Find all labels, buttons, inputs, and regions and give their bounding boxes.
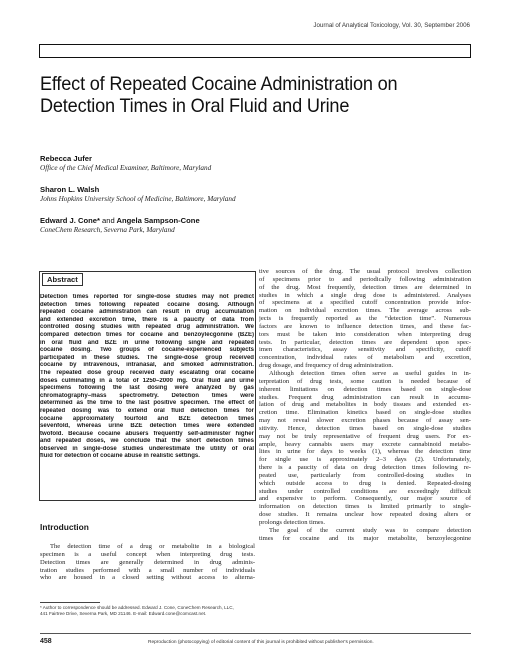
body-line: prolongs detection times. xyxy=(259,519,326,526)
body-line: there is a paucity of data on drug detection times following re- xyxy=(259,464,471,472)
body-line: which outside access to drug is denied. Repeated-dosing xyxy=(259,479,471,487)
header-rule-box xyxy=(39,44,471,58)
body-line: imen characteristics, assay sensitivity and specificity, cutoff xyxy=(259,346,471,354)
body-line: of specimens at a specified cutoff concentration provide infor- xyxy=(259,299,471,307)
abstract-line: twofold. Because cocaine abusers frequently self-administer higher xyxy=(40,430,254,437)
introduction-line: who are housed in a closed setting without access to alterna- xyxy=(40,574,255,582)
body-line: drug dosage, and frequency of drug administration. xyxy=(259,362,394,370)
author-conjunction: and xyxy=(102,216,115,225)
abstract-line: cocaine approximately fourfold and BZE detection times xyxy=(40,415,254,422)
abstract-line: compared detection times for cocaine and benzoylecgonine (BZE) xyxy=(40,331,254,338)
body-line: concentration, individual rates of metabolism and excretion, xyxy=(259,354,471,362)
body-line: jects is frequently reported as the “detection time”. Numerous xyxy=(259,315,471,323)
abstract-line: cocaine dosing. Two groups of cocaine-experienced subjects xyxy=(40,347,254,354)
footnote-rule xyxy=(40,602,100,603)
body-line: tive sources of the drug. The usual protocol involves collection xyxy=(259,268,471,275)
abstract-text xyxy=(40,294,254,461)
body-line: ample, heavy cannabis users may excrete cannabinoid metabo- xyxy=(259,440,471,448)
body-line: of the drug. Most frequently, detection times are determined in xyxy=(259,283,471,291)
article-title xyxy=(40,73,449,117)
abstract-line: doses culminating in a total of 1250–2000 mg. Oral fluid and urine xyxy=(40,377,254,384)
abstract-line: chromatography–mass spectrometry. Detection times were xyxy=(40,392,254,399)
body-line: sitivity. Hence, detection times based on single-dose studies xyxy=(259,424,471,432)
body-line: cretion time. Elimination kinetics based on single-dose studies xyxy=(259,409,471,417)
introduction-heading: Introduction xyxy=(40,522,89,532)
body-line: studies in which a single drug dose is administered. Analyses xyxy=(259,291,471,299)
footnote-line: * Author to correspondence should be addressed. Edward J. Cone, ConeChem Research, LLC, xyxy=(40,605,234,610)
title-line: Effect of Repeated Cocaine Administration on xyxy=(40,73,398,95)
footnote xyxy=(40,605,255,617)
body-line: lites in urine for days to weeks (1), whereas the detection time xyxy=(259,448,471,456)
abstract-line: and repeated doses, we conclude that the short detection times xyxy=(40,438,254,445)
body-line: times for cocaine and its major metabolite, benzoylecgonine xyxy=(259,534,471,542)
right-column-text xyxy=(259,268,471,543)
body-line: mation on individual excretion times. The average across sub- xyxy=(259,307,471,315)
title-line: Detection Times in Oral Fluid and Urine xyxy=(40,95,350,117)
body-line: tors must be taken into consideration when interpreting drug xyxy=(259,330,471,338)
abstract-line: repeated cocaine administration can result in drug accumulation xyxy=(40,309,254,316)
body-line: may not reveal slower excretion phases because of assay sen- xyxy=(259,417,471,425)
introduction-line: specimen is a useful concept when interpreting drug tests. xyxy=(40,550,255,558)
abstract-label: Abstract xyxy=(42,273,83,286)
abstract-line: determined as the time to the last positive specimen. The effect of xyxy=(40,400,254,407)
introduction-line: tration studies performed with a small number of individuals xyxy=(40,566,255,574)
body-line: for single use is approximately 2–3 days (2). Unfortunately, xyxy=(259,456,471,464)
body-line: tests. In particular, detection times are dependent upon spec- xyxy=(259,338,471,346)
body-line: information on detection times is limited primarily to single- xyxy=(259,503,471,511)
footer-rule xyxy=(40,633,471,634)
author-name: Rebecca Jufer xyxy=(40,154,92,163)
body-line: studies under controlled conditions are exceedingly difficult xyxy=(259,487,471,495)
body-line: factors are known to influence detection times, and these fac- xyxy=(259,322,471,330)
body-line: of specimens prior to and periodically following administration xyxy=(259,275,471,283)
journal-citation: Journal of Analytical Toxicology, Vol. 30, September 2006 xyxy=(313,22,470,29)
abstract-line: fluid for detection of cocaine abuse in realistic settings. xyxy=(40,453,200,460)
introduction-line: The detection time of a drug or metabolite in a biological xyxy=(50,543,255,550)
body-line: dose studies. It remains unclear how repeated dosing alters or xyxy=(259,511,471,519)
author-name: Angela Sampson-Cone xyxy=(116,216,200,225)
abstract-line: observed in single-dose studies underestimate the utility of oral xyxy=(40,445,254,452)
body-line: studies. Frequent drug administration can result in accumu- xyxy=(259,393,471,401)
abstract-line: cocaine by intravenous, intranasal, and smoked administration. xyxy=(40,362,254,369)
author-name: Edward J. Cone* xyxy=(40,216,100,225)
author-affiliation: Johns Hopkins University School of Medicine, Baltimore, Maryland xyxy=(40,195,236,203)
abstract-line: detection times following repeated cocaine dosing. Although xyxy=(40,301,254,308)
introduction-line: Detection times are generally determined in drug adminis- xyxy=(40,558,255,566)
abstract-line: repeated dosing was to extend oral fluid detection times for xyxy=(40,407,254,414)
abstract-line: sevenfold, whereas urine BZE detection times were extended xyxy=(40,423,254,430)
abstract-line: participated in these studies. The single-dose group received xyxy=(40,354,254,361)
author-affiliation: Office of the Chief Medical Examiner, Baltimore, Maryland xyxy=(40,164,212,172)
abstract-line: in oral fluid and BZE in urine following single and repeated xyxy=(40,339,254,346)
author-names-group xyxy=(40,216,200,225)
abstract-line: controlled dosing studies with repeated drug administration. We xyxy=(40,324,254,331)
body-line: peated use, particularly from controlled-dosing studies in xyxy=(259,471,471,479)
abstract-line: and extended excretion time, there is a paucity of data from xyxy=(40,316,254,323)
page-number: 458 xyxy=(40,638,52,645)
body-line: terpretation of drug tests, some caution is needed because of xyxy=(259,377,471,385)
body-line: may not be truly representative of frequent drug users. For ex- xyxy=(259,432,471,440)
body-line: inherent limitations on detection times based on single-dose xyxy=(259,385,471,393)
body-line: and expensive to perform. Consequently, our major source of xyxy=(259,495,471,503)
abstract-line: The repeated dose group received daily escalating oral cocaine xyxy=(40,369,254,376)
abstract-line: Detection times reported for single-dose studies may not predict xyxy=(40,294,254,300)
body-line: Although detection times often serve as useful guides in in- xyxy=(269,369,471,377)
footnote-line: 441 Fairtree Drive, Severna Park, MD 21146. E-mail: Edward.cone@comcast.net. xyxy=(40,610,207,616)
footer-note: Reproduction (photocopying) of editorial content of this journal is prohibited without publisher's permission. xyxy=(148,640,374,645)
body-line: The goal of the current study was to compare detection xyxy=(269,526,471,534)
introduction-text xyxy=(40,543,255,582)
abstract-line: specimens following the last dosing were analyzed by gas xyxy=(40,385,254,392)
author-affiliation: ConeChem Research, Severna Park, Maryland xyxy=(40,226,175,234)
body-line: lation of drug and metabolites in body tissues and extended ex- xyxy=(259,401,471,409)
author-name: Sharon L. Walsh xyxy=(40,185,100,194)
